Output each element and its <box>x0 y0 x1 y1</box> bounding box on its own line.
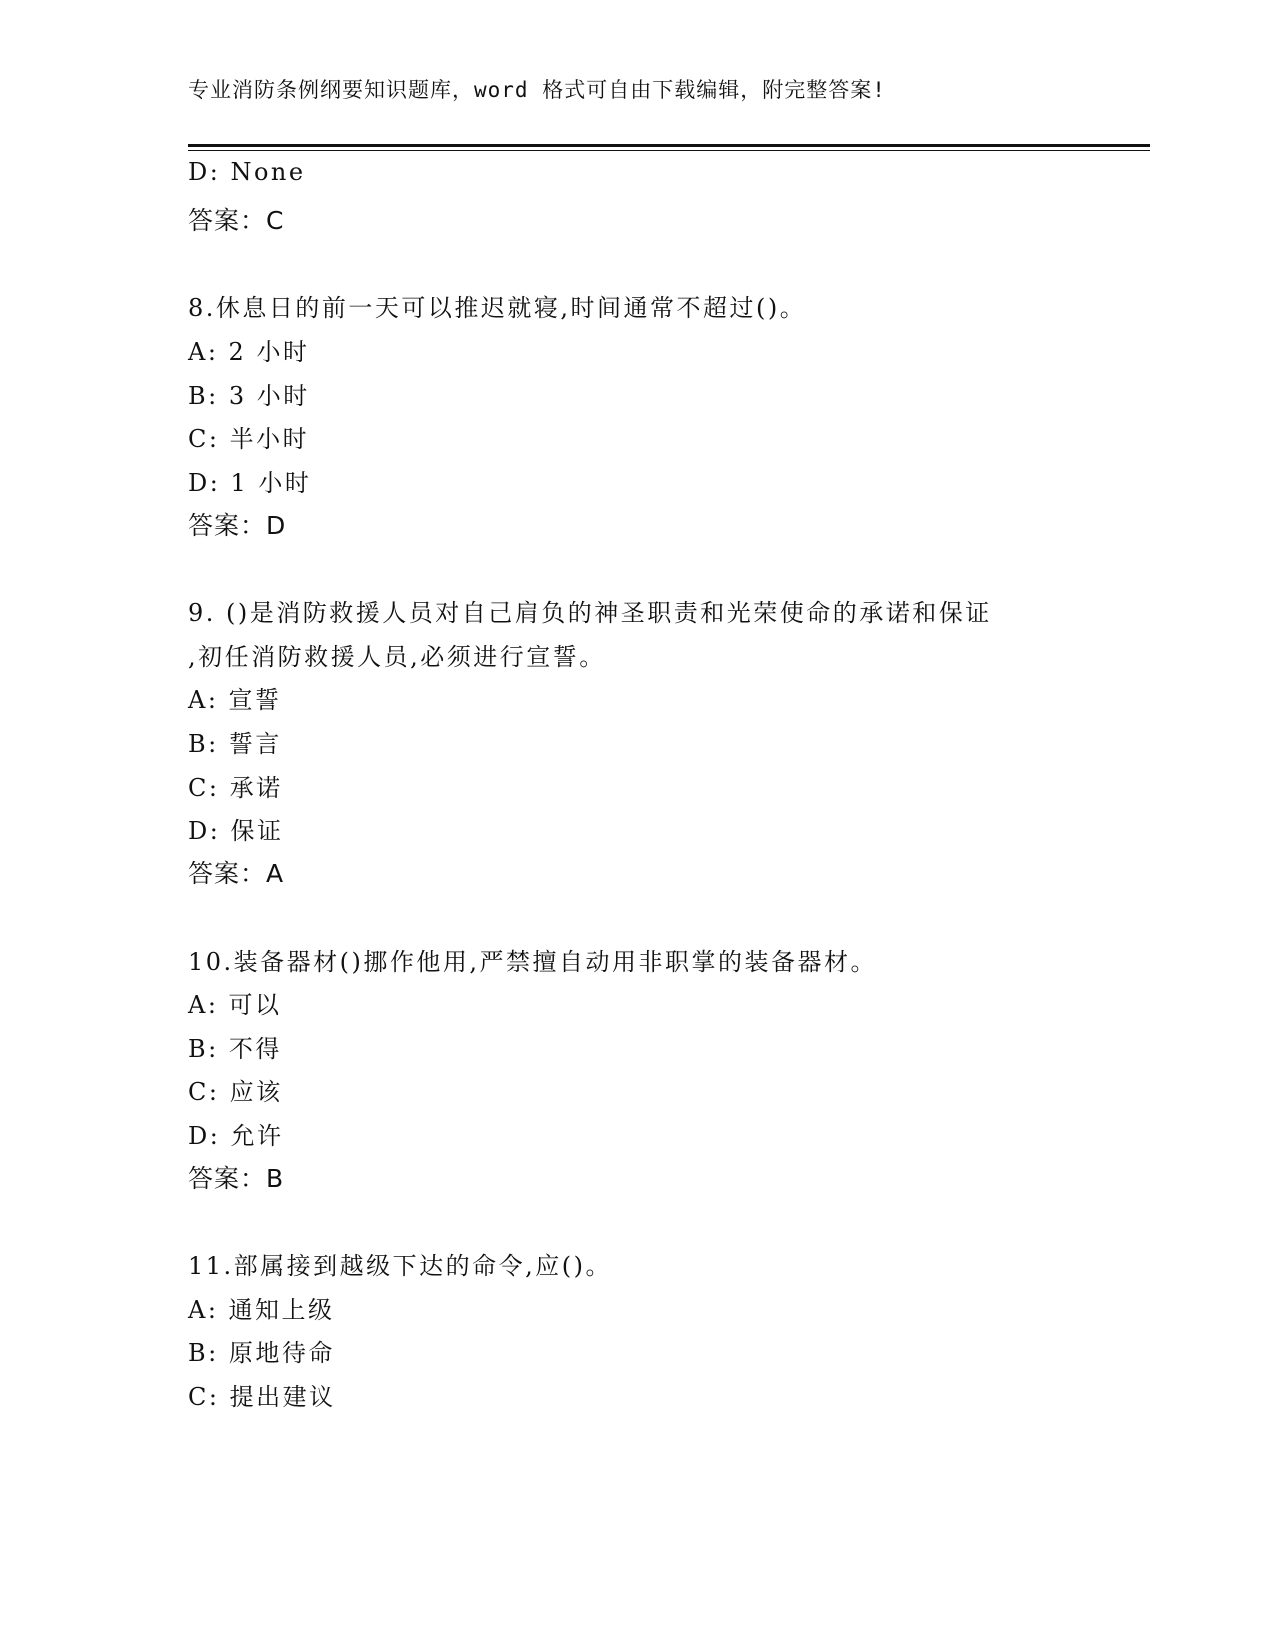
q8-answer: 答案：D <box>188 511 287 540</box>
q10-option-d: D: 允许 <box>188 1122 284 1150</box>
q11-question: 11.部属接到越级下达的命令,应()。 <box>188 1252 613 1280</box>
page-header: 专业消防条例纲要知识题库，word 格式可自由下载编辑，附完整答案! <box>188 78 886 102</box>
q9-option-d: D: 保证 <box>188 817 284 845</box>
q10-option-a: A: 可以 <box>188 991 282 1019</box>
q9-option-b: B: 誓言 <box>188 730 282 758</box>
q11-option-b: B: 原地待命 <box>188 1339 335 1367</box>
q8-question: 8.休息日的前一天可以推迟就寝,时间通常不超过()。 <box>188 294 807 322</box>
q7-option-d: D: None <box>188 158 306 186</box>
q8-option-d: D: 1 小时 <box>188 469 312 497</box>
q8-option-b: B: 3 小时 <box>188 382 310 410</box>
q11-option-a: A: 通知上级 <box>188 1296 335 1324</box>
header-rule-thin <box>188 150 1150 151</box>
header-rule-thick <box>188 144 1150 147</box>
q7-answer: 答案：C <box>188 206 285 235</box>
q8-option-c: C: 半小时 <box>188 425 310 453</box>
q9-question-line1: 9. ()是消防救援人员对自己肩负的神圣职责和光荣使命的承诺和保证 <box>188 599 992 627</box>
q9-answer: 答案：A <box>188 859 285 888</box>
q10-option-b: B: 不得 <box>188 1035 282 1063</box>
q8-option-a: A: 2 小时 <box>188 338 310 366</box>
q9-option-c: C: 承诺 <box>188 774 283 802</box>
q9-option-a: A: 宣誓 <box>188 686 282 714</box>
q10-question: 10.装备器材()挪作他用,严禁擅自动用非职掌的装备器材。 <box>188 948 878 976</box>
q10-option-c: C: 应该 <box>188 1078 283 1106</box>
q11-option-c: C: 提出建议 <box>188 1383 336 1411</box>
q10-answer: 答案：B <box>188 1164 285 1193</box>
q9-question-line2: ,初任消防救援人员,必须进行宣誓。 <box>188 643 606 671</box>
